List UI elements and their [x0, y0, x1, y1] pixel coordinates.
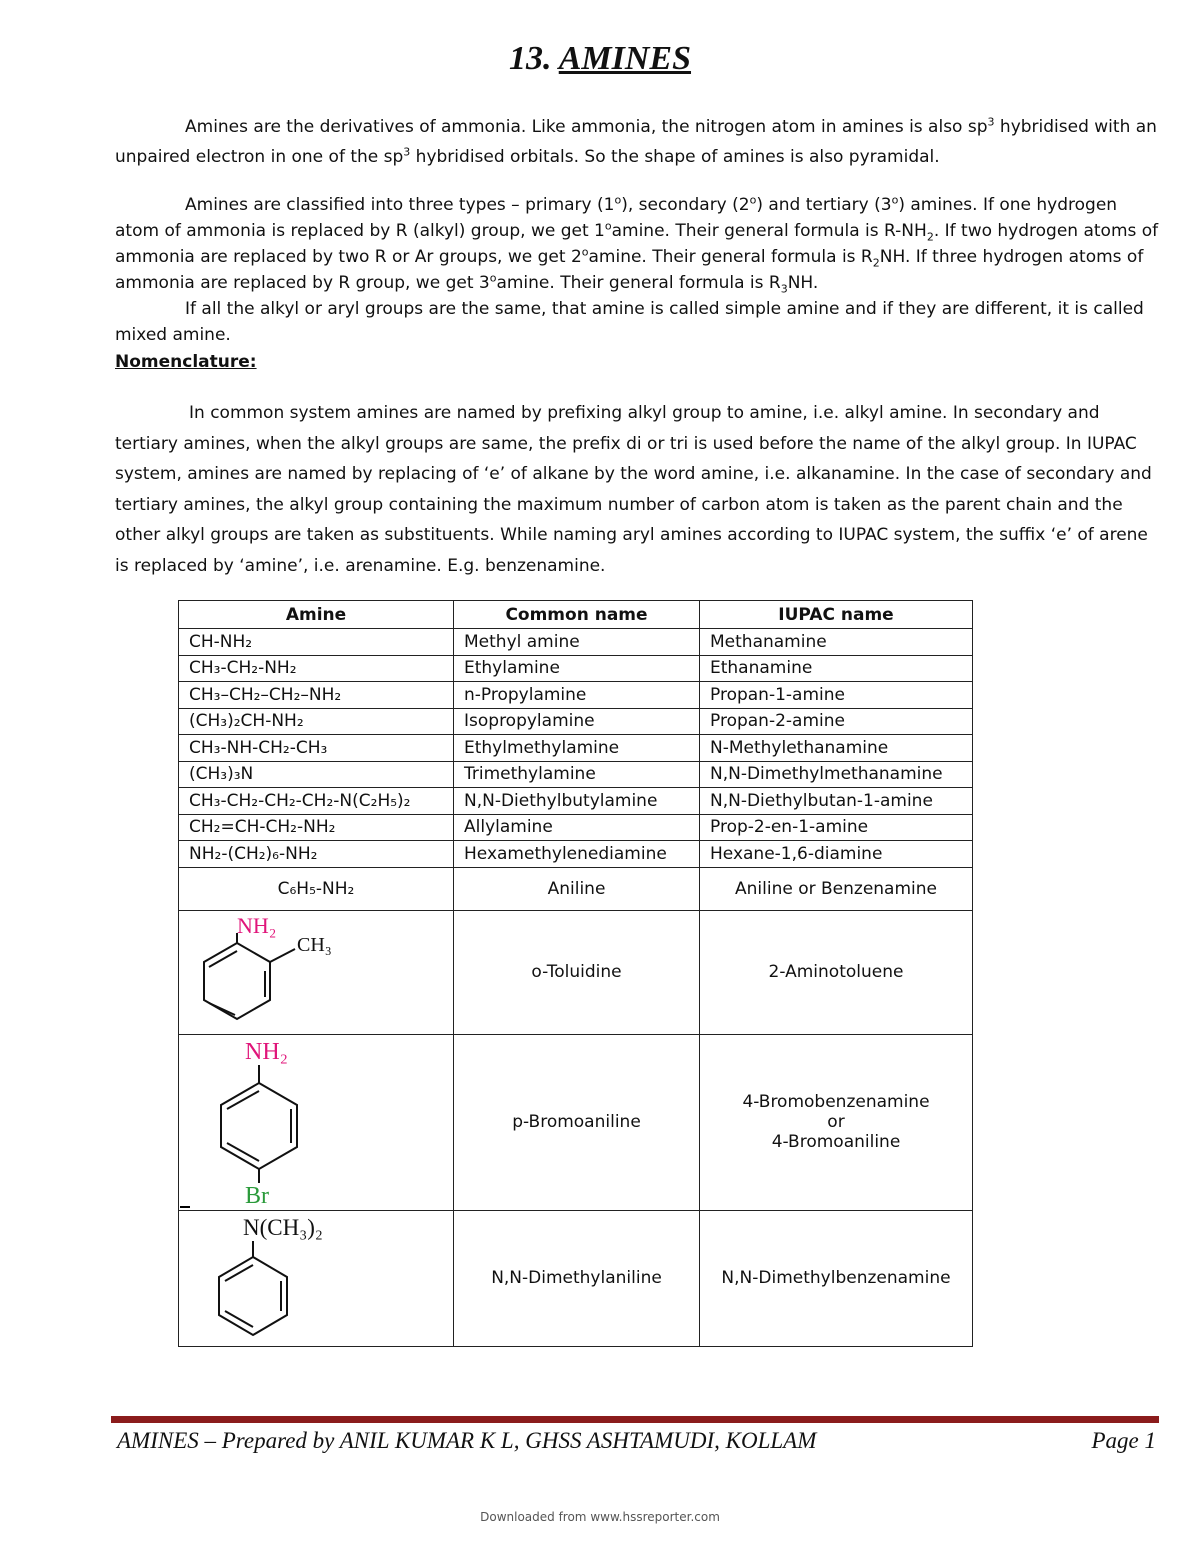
common-name-cell: N,N-Dimethylaniline: [454, 1210, 700, 1346]
margin-mark: [180, 1206, 190, 1208]
common-name-cell: Aniline: [454, 867, 700, 910]
table-row-aniline: [179, 867, 973, 910]
table-row-toluidine: [179, 910, 973, 1034]
iupac-name-cell: 2-Aminotoluene: [700, 910, 973, 1034]
iupac-name-cell: Hexane-1,6-diamine: [700, 841, 973, 868]
table-row: [179, 788, 973, 815]
table-row: [179, 629, 973, 656]
iupac-name-cell: Aniline or Benzenamine: [700, 867, 973, 910]
iupac-name-cell: [700, 1034, 973, 1210]
o-toluidine-structure: [179, 911, 453, 1029]
table-row: [179, 814, 973, 841]
dimethylaniline-structure-cell: [179, 1210, 454, 1346]
footer-divider: [111, 1416, 1159, 1423]
common-name-cell: Hexamethylenediamine: [454, 841, 700, 868]
table-header-row: [179, 601, 973, 629]
header-iupac-name: IUPAC name: [700, 601, 973, 629]
amine-cell: (CH₃)₃N: [179, 761, 454, 788]
download-notice: Downloaded from www.hssreporter.com: [480, 1510, 720, 1524]
amine-cell: CH-NH₂: [179, 629, 454, 656]
p-bromoaniline-structure: [179, 1035, 453, 1205]
chapter-number: 13.: [508, 40, 552, 77]
common-name-cell: Trimethylamine: [454, 761, 700, 788]
nomenclature-paragraph: In common system amines are named by prefixing alkyl group to amine, i.e. alkyl amine. In secondary and tertiary amines, when the alkyl groups are same, the prefix di or tri is used before the name of the alkyl group. In IUPAC system, amines are named by replacing of ‘e’ of alkane by the word amine, i.e. alkanamine. In the case of secondary and tertiary amines, the alkyl group containing the maximum number of carbon atom is taken as the parent chain and the other alkyl groups are taken as substituents. While naming aryl amines according to IUPAC system, the suffix ‘e’ of arene is replaced by ‘amine’, i.e. arenamine. E.g. benzenamine.: [115, 403, 1152, 576]
nh2-label: NH₂: [237, 912, 277, 938]
header-amine: Amine: [179, 601, 454, 629]
chapter-title: AMINES: [558, 40, 692, 77]
iupac-name-cell: Ethanamine: [700, 655, 973, 682]
nh2-label: NH₂: [245, 1038, 289, 1065]
iupac-name-or: or: [827, 1112, 845, 1132]
table-row: [179, 841, 973, 868]
amine-cell: CH₃-CH₂-NH₂: [179, 655, 454, 682]
common-name-cell: p-Bromoaniline: [454, 1034, 700, 1210]
iupac-name-cell: N-Methylethanamine: [700, 735, 973, 762]
iupac-name-cell: N,N-Dimethylmethanamine: [700, 761, 973, 788]
ch3-label: CH₃: [297, 933, 332, 956]
common-name-cell: n-Propylamine: [454, 682, 700, 709]
iupac-name-cell: Prop-2-en-1-amine: [700, 814, 973, 841]
iupac-name-cell: N,N-Diethylbutan-1-amine: [700, 788, 973, 815]
amine-cell: CH₃–CH₂–CH₂–NH₂: [179, 682, 454, 709]
common-name-cell: o-Toluidine: [454, 910, 700, 1034]
table-row-dimethylaniline: [179, 1210, 973, 1346]
common-name-cell: Ethylamine: [454, 655, 700, 682]
iupac-name-cell: Propan-1-amine: [700, 682, 973, 709]
table-row: [179, 708, 973, 735]
header-common-name: Common name: [454, 601, 700, 629]
iupac-name-cell: Methanamine: [700, 629, 973, 656]
amines-table: [178, 600, 973, 1347]
amine-cell: (CH₃)₂CH-NH₂: [179, 708, 454, 735]
common-name-cell: Isopropylamine: [454, 708, 700, 735]
iupac-name-cell: Propan-2-amine: [700, 708, 973, 735]
n-n-dimethylaniline-structure: [179, 1211, 453, 1341]
footer-text: AMINES – Prepared by ANIL KUMAR K L, GHSS ASHTAMUDI, KOLLAM: [117, 1428, 817, 1453]
nomenclature-heading: Nomenclature:: [115, 352, 257, 372]
iupac-name-line1: 4-Bromobenzenamine: [742, 1092, 930, 1112]
table-row: [179, 761, 973, 788]
page-number: Page 1: [1091, 1428, 1156, 1453]
common-name-cell: Methyl amine: [454, 629, 700, 656]
classification-paragraph: Amines are classified into three types – primary (1$^o$), secondary (2$^o$) and tertiary (3$^o$) amines. If one hydrogen atom of ammonia is replaced by R (alkyl) group, we get 1$^o$amine. Their general formula is $R-NH_2$. If two hydrogen atoms of ammonia are replaced by two R or Ar groups, we get 2$^o$amine. Their general formula is $R_2NH$. If three hydrogen atoms of ammonia are replaced by R group, we get 3$^o$amine. Their general formula is $R_3NH$.: [115, 193, 1159, 296]
common-name-cell: N,N-Diethylbutylamine: [454, 788, 700, 815]
amine-cell: NH₂-(CH₂)₆-NH₂: [179, 841, 454, 868]
table-row: [179, 655, 973, 682]
table-row-bromoaniline: [179, 1034, 973, 1210]
bromoaniline-structure-cell: [179, 1034, 454, 1210]
amine-cell: C₆H₅-NH₂: [179, 867, 454, 910]
table-row: [179, 682, 973, 709]
iupac-name-cell: N,N-Dimethylbenzenamine: [700, 1210, 973, 1346]
simple-mixed-paragraph: If all the alkyl or aryl groups are the same, that amine is called simple amine and if they are different, it is called mixed amine.: [115, 299, 1144, 345]
page-title: [0, 40, 1200, 78]
toluidine-structure-cell: [179, 910, 454, 1034]
table-row: [179, 735, 973, 762]
common-name-cell: Allylamine: [454, 814, 700, 841]
amine-cell: CH₃-NH-CH₂-CH₃: [179, 735, 454, 762]
iupac-name-line2: 4-Bromoaniline: [771, 1132, 901, 1152]
intro-paragraph: Amines are the derivatives of ammonia. Like ammonia, the nitrogen atom in amines is also $sp^3$ hybridised with an unpaired electron in one of the $sp^3$ hybridised orbitals. So the shape of amines is also pyramidal.: [115, 115, 1157, 167]
n-ch3-2-label: N(CH₃)₂: [243, 1214, 323, 1240]
amine-cell: CH₃-CH₂-CH₂-CH₂-N(C₂H₅)₂: [179, 788, 454, 815]
br-label: Br: [245, 1182, 269, 1205]
common-name-cell: Ethylmethylamine: [454, 735, 700, 762]
amine-cell: CH₂=CH-CH₂-NH₂: [179, 814, 454, 841]
